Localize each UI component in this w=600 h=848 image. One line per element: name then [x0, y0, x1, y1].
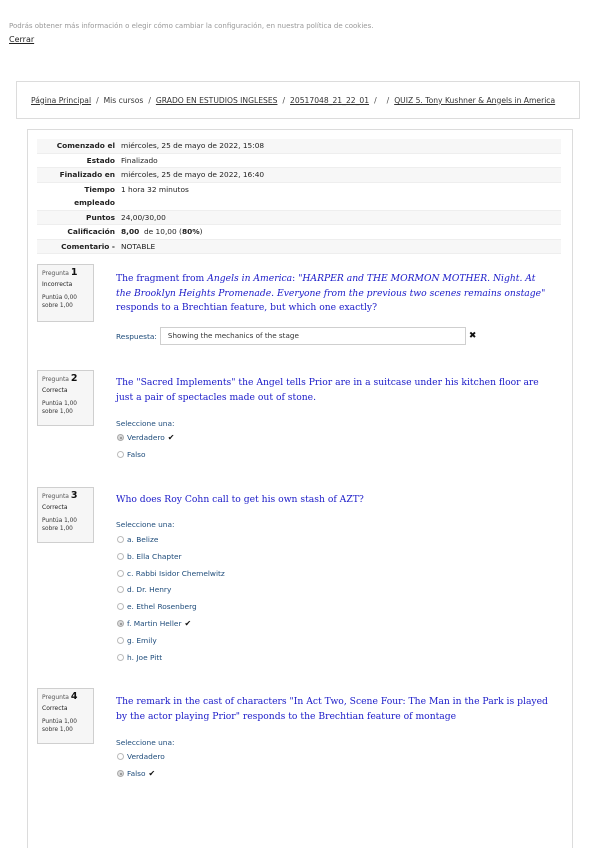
check-icon: ✔	[167, 433, 175, 442]
question-state: Correcta	[42, 504, 68, 511]
summary-row-points: Puntos 24,00/30,00	[37, 210, 561, 225]
question-3-info: Pregunta 3 Correcta Puntúa 1,00 sobre 1,00	[37, 487, 94, 543]
radio[interactable]	[117, 603, 124, 610]
radio[interactable]	[117, 637, 124, 644]
radio-selected[interactable]	[117, 620, 124, 627]
option-f[interactable]: f. Martin Heller ✔	[117, 619, 191, 628]
question-number: 1	[70, 267, 78, 278]
option-b[interactable]: b. Ella Chapter	[117, 552, 182, 561]
breadcrumb-quiz[interactable]: QUIZ 5. Tony Kushner & Angels in America	[394, 95, 556, 105]
radio[interactable]	[117, 586, 124, 593]
question-4-text: The remark in the cast of characters "In Act Two, Scene Four: The Man in the Park is played by the actor playing Prior" responds to the Brechtian feature of montage	[116, 696, 548, 722]
question-1-answer-row	[116, 327, 476, 345]
question-grade: Puntúa 1,00 sobre 1,00	[42, 518, 77, 532]
radio[interactable]	[117, 451, 124, 458]
cookie-notice: Podrás obtener más información o elegir cómo cambiar la configuración, en nuestra política de cookies.	[9, 22, 374, 30]
option-e[interactable]: e. Ethel Rosenberg	[117, 602, 197, 611]
breadcrumb: Página Principal / Mis cursos / GRADO EN ESTUDIOS INGLESES / 20517048_21_22_01 / / QUIZ 5. Tony Kushner & Angels in America	[16, 81, 580, 119]
summary-row-finished: Finalizado en miércoles, 25 de mayo de 2022, 16:40	[37, 168, 561, 183]
question-grade: Puntúa 0,00 sobre 1,00	[42, 295, 77, 309]
select-one-prompt: Seleccione una:	[116, 419, 175, 428]
question-number: 3	[70, 490, 78, 501]
select-one-prompt: Seleccione una:	[116, 738, 175, 747]
check-icon: ✔	[148, 769, 156, 778]
question-state: Correcta	[42, 705, 68, 712]
question-1-info: Pregunta 1 Incorrecta Puntúa 0,00 sobre 1,00	[37, 264, 94, 322]
question-state: Correcta	[42, 387, 68, 394]
breadcrumb-home[interactable]: Página Principal	[31, 95, 92, 105]
option-verdadero[interactable]: Verdadero	[117, 752, 165, 761]
breadcrumb-my-courses: Mis cursos	[103, 95, 144, 105]
option-g[interactable]: g. Emily	[117, 636, 157, 645]
radio[interactable]	[117, 553, 124, 560]
question-4-info: Pregunta 4 Correcta Puntúa 1,00 sobre 1,00	[37, 688, 94, 744]
question-number: 2	[70, 373, 78, 384]
question-2-info: Pregunta 2 Correcta Puntúa 1,00 sobre 1,00	[37, 370, 94, 426]
option-c[interactable]: c. Rabbi Isidor Chemelwitz	[117, 569, 225, 578]
radio[interactable]	[117, 570, 124, 577]
question-state: Incorrecta	[42, 281, 73, 288]
question-number: 4	[70, 691, 78, 702]
radio[interactable]	[117, 654, 124, 661]
radio-selected[interactable]	[117, 770, 124, 777]
option-falso[interactable]: Falso ✔	[117, 769, 155, 778]
option-d[interactable]: d. Dr. Henry	[117, 585, 171, 594]
radio[interactable]	[117, 536, 124, 543]
summary-row-comment: Comentario - NOTABLE	[37, 239, 561, 254]
option-verdadero[interactable]: Verdadero ✔	[117, 433, 175, 442]
breadcrumb-course[interactable]: 20517048_21_22_01	[290, 95, 370, 105]
radio-selected[interactable]	[117, 434, 124, 441]
attempt-summary-table	[37, 139, 561, 254]
question-grade: Puntúa 1,00 sobre 1,00	[42, 719, 77, 733]
question-3-text: Who does Roy Cohn call to get his own stash of AZT?	[116, 494, 364, 505]
grade-percent: 80	[181, 227, 193, 236]
answer-label: Respuesta:	[116, 331, 157, 341]
question-2-text: The "Sacred Implements" the Angel tells Prior are in a suitcase under his kitchen floor are just a pair of spectacles made out of stone.	[116, 377, 539, 403]
summary-row-state: Estado Finalizado	[37, 153, 561, 168]
incorrect-icon: ✖	[468, 331, 477, 341]
question-grade: Puntúa 1,00 sobre 1,00	[42, 401, 77, 415]
option-falso[interactable]: Falso	[117, 450, 146, 459]
radio[interactable]	[117, 753, 124, 760]
grade-score: 8,00	[121, 227, 140, 236]
answer-input[interactable]: Showing the mechanics of the stage	[160, 327, 466, 345]
summary-row-started: Comenzado el miércoles, 25 de mayo de 2022, 15:08	[37, 139, 561, 153]
check-icon: ✔	[184, 619, 192, 628]
option-a[interactable]: a. Belize	[117, 535, 158, 544]
select-one-prompt: Seleccione una:	[116, 520, 175, 529]
close-link[interactable]: Cerrar	[9, 35, 35, 44]
summary-row-time: Tiempo empleado 1 hora 32 minutos	[37, 182, 561, 210]
breadcrumb-degree[interactable]: GRADO EN ESTUDIOS INGLESES	[155, 95, 278, 105]
summary-row-grade: Calificación 8,00 de 10,00 (80%)	[37, 225, 561, 240]
question-1-text: The fragment from Angels in America: "HARPER and THE MORMON MOTHER. Night. At the Brooklyn Heights Promenade. Everyone from the previous two scenes remains onstage" responds to a Brechtian feature, but which one exactly?	[116, 273, 546, 313]
option-h[interactable]: h. Joe Pitt	[117, 653, 162, 662]
